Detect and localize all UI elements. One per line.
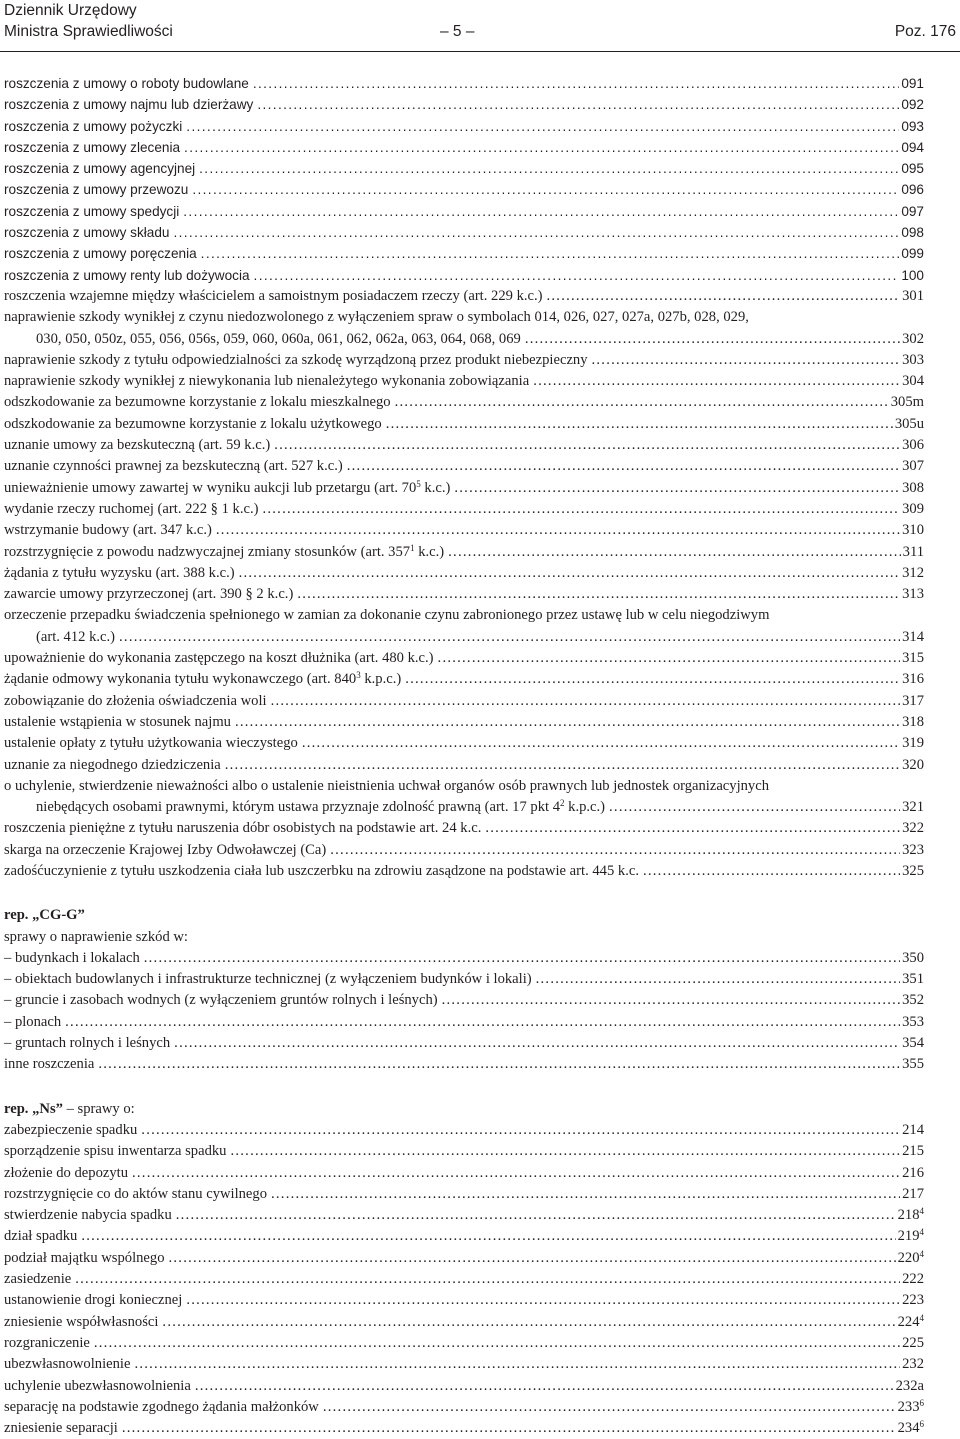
dot-leader <box>188 179 899 200</box>
entry-number-text: 233 <box>897 1398 920 1415</box>
entry-label: ustalenie wstąpienia w stosunek najmu <box>4 713 231 730</box>
entry-number-text: 214 <box>902 1121 924 1138</box>
entry-number <box>900 1290 924 1311</box>
entry-number-text: 222 <box>902 1271 924 1288</box>
index-entry <box>4 286 924 307</box>
index-entry <box>4 329 924 350</box>
index-entry <box>4 1333 924 1354</box>
entry-number: 310 <box>902 522 924 539</box>
dot-leader <box>61 1012 900 1033</box>
dot-leader <box>521 329 900 350</box>
dot-leader <box>481 818 900 839</box>
entry-number <box>896 1312 924 1333</box>
superscript: 6 <box>919 1397 924 1408</box>
entry-number <box>900 1184 924 1205</box>
dot-leader <box>401 669 900 690</box>
section-gap <box>4 882 924 905</box>
dot-leader <box>293 584 900 605</box>
dot-leader <box>319 1397 896 1418</box>
entry-number: 098 <box>901 225 924 241</box>
entry-label: zniesienie współwłasności <box>4 1313 159 1330</box>
dot-leader <box>343 456 900 477</box>
entry-label: – plonach <box>4 1013 62 1030</box>
index-entry <box>4 1120 924 1141</box>
index-entry <box>4 243 924 264</box>
position-number: Poz. 176 <box>894 23 956 40</box>
dot-leader <box>250 265 900 286</box>
dot-leader <box>298 733 900 754</box>
entry-number-text: 224 <box>897 1313 920 1330</box>
index-entry <box>4 1163 924 1184</box>
entry-label <box>4 669 401 690</box>
entry-label-text: rozstrzygnięcie z powodu nadzwyczajnej zmiany stosunków (art. 357 <box>4 543 411 560</box>
entry-number: 303 <box>902 351 924 368</box>
index-entry <box>4 733 924 754</box>
entry-label: uznanie za niegodnego dziedziczenia <box>4 756 221 773</box>
entry-label: zabezpieczenie spadku <box>4 1121 138 1138</box>
entry-label: uznanie umowy za bezskuteczną (art. 59 k.c.) <box>4 437 271 454</box>
index-entry <box>4 1248 924 1269</box>
index-entry <box>4 1205 924 1226</box>
entry-label: roszczenia z umowy spedycji <box>4 203 180 219</box>
entry-number <box>896 1248 924 1269</box>
entry-label: – gruntach rolnych i leśnych <box>4 1035 171 1052</box>
index-entry <box>4 1397 924 1418</box>
entry-number <box>896 1226 924 1247</box>
index-entry <box>4 414 924 435</box>
entry-label: odszkodowanie za bezumowne korzystanie z lokalu użytkowego <box>4 415 382 432</box>
entry-number: 354 <box>902 1035 924 1052</box>
entry-label: 030, 050, 050z, 055, 056, 056s, 059, 060, 060a, 061, 062, 062a, 063, 064, 068, 069 <box>36 330 521 347</box>
entry-number <box>896 1205 924 1226</box>
entry-label: – gruncie i zasobach wodnych (z wyłączeniem gruntów rolnych i leśnych) <box>4 992 438 1009</box>
superscript: 1 <box>410 542 415 553</box>
dot-leader <box>529 371 900 392</box>
entry-label: uznanie czynności prawnej za bezskuteczną (art. 527 k.c.) <box>4 458 343 475</box>
dot-leader <box>182 1290 900 1311</box>
entry-number-text: 232 <box>902 1356 924 1373</box>
dot-leader <box>382 414 893 435</box>
dot-leader <box>221 755 900 776</box>
dot-leader <box>172 1205 896 1226</box>
entry-label-text: k.c.) <box>414 543 445 560</box>
entry-number <box>900 1269 924 1290</box>
journal-title-line2: Ministra Sprawiedliwości <box>4 23 173 40</box>
dot-leader <box>326 840 900 861</box>
dot-leader <box>605 797 900 818</box>
index-entry <box>4 1184 924 1205</box>
dot-leader <box>130 1354 900 1375</box>
dot-leader <box>532 969 900 990</box>
entry-number <box>900 1141 924 1162</box>
index-entry <box>4 1354 924 1375</box>
entry-label: ustanowienie drogi koniecznej <box>4 1292 183 1309</box>
dot-leader <box>179 201 899 222</box>
entry-number: 099 <box>901 246 924 262</box>
dot-leader <box>128 1163 900 1184</box>
entry-number: 317 <box>902 692 924 709</box>
index-entry <box>4 584 924 605</box>
entry-label: zniesienie separacji <box>4 1420 118 1437</box>
entry-label-text: k.p.c.) <box>564 799 606 816</box>
entry-label: skarga na orzeczenie Krajowej Izby Odwoławczej (Ca) <box>4 841 327 858</box>
index-entry <box>4 371 924 392</box>
index-entry <box>4 818 924 839</box>
index-entry <box>4 456 924 477</box>
entry-number-text: 219 <box>897 1228 920 1245</box>
entry-label: roszczenia z umowy składu <box>4 225 170 241</box>
entry-number: 316 <box>902 671 924 688</box>
dot-leader <box>90 1333 900 1354</box>
section-gap <box>4 1076 924 1099</box>
heading-suffix: – sprawy o: <box>66 1100 135 1117</box>
dot-leader <box>438 990 901 1011</box>
entry-label: roszczenia z umowy najmu lub dzierżawy <box>4 97 254 113</box>
index-entry <box>4 116 924 137</box>
entry-number: 305m <box>890 394 924 411</box>
index-entry <box>4 669 924 690</box>
dot-leader <box>140 948 900 969</box>
entry-label: rozstrzygnięcie co do aktów stanu cywilnego <box>4 1185 268 1202</box>
entry-label: wstrzymanie budowy (art. 347 k.c.) <box>4 522 212 539</box>
entry-label: roszczenia z umowy pożyczki <box>4 118 183 134</box>
index-entry <box>4 1269 924 1290</box>
entry-label: wydanie rzeczy ruchomej (art. 222 § 1 k.c.) <box>4 500 259 517</box>
journal-title <box>4 0 173 42</box>
header-rule <box>0 51 960 52</box>
entry-label: roszczenia z umowy o roboty budowlane <box>4 76 249 91</box>
superscript: 5 <box>416 478 421 489</box>
entry-label: zasiedzenie <box>4 1271 72 1288</box>
dot-leader <box>169 222 899 243</box>
entry-number: 309 <box>902 500 924 517</box>
heading-name: „CG-G” <box>32 907 85 924</box>
index-entry <box>4 1290 924 1311</box>
entry-number: 351 <box>902 971 924 988</box>
index-entry <box>4 1033 924 1054</box>
entry-number-text: 217 <box>902 1185 924 1202</box>
index-entry <box>4 265 924 286</box>
entry-number <box>894 1376 924 1397</box>
index-entry <box>4 201 924 222</box>
entry-number: 352 <box>902 992 924 1009</box>
entry-number: 314 <box>902 628 924 645</box>
entry-label <box>4 478 450 499</box>
index-entry <box>4 648 924 669</box>
dot-leader <box>235 563 901 584</box>
entry-label-text: niebędących osobami prawnymi, którym ustawa przyznaje zdolność prawną (art. 17 pkt 4 <box>36 799 560 816</box>
dot-leader <box>191 1376 894 1397</box>
section-heading-cgg <box>4 905 924 926</box>
superscript: 4 <box>919 1312 924 1323</box>
entry-label: roszczenia z umowy przewozu <box>4 182 189 198</box>
entry-number: 325 <box>902 862 924 879</box>
entry-number: 321 <box>902 799 924 816</box>
entry-label: złożenie do depozytu <box>4 1164 128 1181</box>
index-entry <box>4 435 924 456</box>
entry-number: 100 <box>901 267 924 283</box>
superscript: 4 <box>919 1248 924 1259</box>
entry-label: upoważnienie do wykonania zastępczego na koszt dłużnika (art. 480 k.c.) <box>4 650 434 667</box>
section-heading-ns <box>4 1099 924 1120</box>
index-entry <box>4 1312 924 1333</box>
index-entry <box>4 755 924 776</box>
index-entry <box>4 392 924 413</box>
entry-label: roszczenia z umowy poręczenia <box>4 246 197 262</box>
entry-number: 301 <box>902 287 924 304</box>
entry-label: podział majątku wspólnego <box>4 1249 165 1266</box>
entry-label: sporządzenie spisu inwentarza spadku <box>4 1143 227 1160</box>
entry-number: 092 <box>901 97 924 113</box>
dot-leader <box>434 648 901 669</box>
dot-leader <box>226 1141 900 1162</box>
entry-number-text: 232a <box>895 1377 924 1394</box>
entry-number: 318 <box>902 713 924 730</box>
entry-number: 096 <box>901 182 924 198</box>
index-entry <box>4 969 924 990</box>
entry-number: 315 <box>902 650 924 667</box>
entry-number: 307 <box>902 458 924 475</box>
index-entry <box>4 73 924 94</box>
heading-prefix: rep. <box>4 1100 29 1117</box>
index-entry <box>4 1054 924 1075</box>
entry-label: żądania z tytułu wyzysku (art. 388 k.c.) <box>4 564 235 581</box>
entry-label: rozgraniczenie <box>4 1334 90 1351</box>
entry-label-line1: orzeczenie przepadku świadczenia spełnionego w zamian za dokonanie czynu zabronionego przez ustawę lub w celu niegodziwym <box>4 607 770 624</box>
entry-number: 091 <box>901 76 924 91</box>
index-entry <box>4 222 924 243</box>
entry-label: – obiektach budowlanych i infrastrukturze technicznej (z wyłączeniem budynków i lokali) <box>4 971 532 988</box>
entry-label: roszczenia z umowy zlecenia <box>4 139 181 155</box>
page-number: – 5 – <box>440 23 475 40</box>
dot-leader <box>444 542 900 563</box>
entry-number: 322 <box>902 820 924 837</box>
entry-label <box>4 542 444 563</box>
entry-number: 313 <box>902 586 924 603</box>
entry-label-line1: naprawienie szkody wynikłej z czynu niedozwolonego z wyłączeniem spraw o symbolach 014, 026, 027, 027a, 027b, 028, 029, <box>4 309 749 326</box>
dot-leader <box>258 499 900 520</box>
dot-leader <box>170 1033 900 1054</box>
entry-number-text: 223 <box>902 1292 924 1309</box>
entry-number: 355 <box>902 1056 924 1073</box>
index-entry <box>4 520 924 541</box>
entry-number: 306 <box>902 437 924 454</box>
index-entry <box>4 797 924 818</box>
dot-leader <box>158 1312 895 1333</box>
entry-label-text: unieważnienie umowy zawartej w wyniku aukcji lub przetargu (art. 70 <box>4 479 417 496</box>
index-entry <box>4 158 924 179</box>
entry-number-text: 215 <box>902 1143 924 1160</box>
index-entry <box>4 1012 924 1033</box>
dot-leader <box>543 286 901 307</box>
entry-number <box>896 1397 924 1418</box>
entry-label: zadośćuczynienie z tytułu uszkodzenia ciała lub uszczerbku na zdrowiu zasądzone na podstawie art. 445 k.c. <box>4 862 639 879</box>
entry-label <box>36 797 605 818</box>
index-entry <box>4 691 924 712</box>
entry-number-text: 218 <box>897 1207 920 1224</box>
entry-number: 353 <box>902 1013 924 1030</box>
entry-label-text: k.c.) <box>420 479 451 496</box>
dot-leader <box>270 435 900 456</box>
entry-number: 323 <box>902 841 924 858</box>
index-entry <box>4 948 924 969</box>
entry-label: naprawienie szkody wynikłej z niewykonania lub nienależytego wykonania zobowiązania <box>4 373 530 390</box>
entry-number: 095 <box>901 161 924 177</box>
index-entry <box>4 499 924 520</box>
section-intro: sprawy o naprawienie szkód w: <box>4 928 188 945</box>
entry-number: 312 <box>902 564 924 581</box>
entry-number-text: 234 <box>897 1420 920 1437</box>
entry-label: odszkodowanie za bezumowne korzystanie z lokalu mieszkalnego <box>4 394 391 411</box>
entry-number: 305u <box>894 415 924 432</box>
dot-leader <box>71 1269 900 1290</box>
index-entry <box>4 350 924 371</box>
index-entry <box>4 712 924 733</box>
entry-number <box>900 1354 924 1375</box>
entry-label: ustalenie opłaty z tytułu użytkowania wieczystego <box>4 735 298 752</box>
dot-leader <box>115 627 900 648</box>
dot-leader <box>267 691 901 712</box>
journal-title-line1: Dziennik Urzędowy <box>4 2 137 19</box>
index-entry <box>4 627 924 648</box>
entry-label: (art. 412 k.c.) <box>36 628 116 645</box>
entry-label: inne roszczenia <box>4 1056 95 1073</box>
dot-leader <box>267 1184 900 1205</box>
entry-label: – budynkach i lokalach <box>4 949 140 966</box>
entry-label-text: żądanie odmowy wykonania tytułu wykonawczego (art. 840 <box>4 671 357 688</box>
entry-number <box>900 1333 924 1354</box>
entry-number: 350 <box>902 949 924 966</box>
index-entry <box>4 1226 924 1247</box>
index-entry <box>4 840 924 861</box>
heading-prefix: rep. <box>4 907 29 924</box>
dot-leader <box>639 861 900 882</box>
superscript: 2 <box>560 798 565 809</box>
entry-number-text: 225 <box>902 1334 924 1351</box>
entry-number-text: 220 <box>897 1249 920 1266</box>
entry-label: uchylenie ubezwłasnowolnienia <box>4 1377 191 1394</box>
index-entry <box>4 563 924 584</box>
superscript: 4 <box>919 1206 924 1217</box>
dot-leader <box>450 478 900 499</box>
superscript: 6 <box>919 1419 924 1430</box>
dot-leader <box>195 158 899 179</box>
dot-leader <box>77 1226 895 1247</box>
entry-number-text: 216 <box>902 1164 924 1181</box>
entry-label: ubezwłasnowolnienie <box>4 1356 131 1373</box>
superscript: 4 <box>919 1227 924 1238</box>
dot-leader <box>94 1054 900 1075</box>
dot-leader <box>391 392 889 413</box>
dot-leader <box>231 712 900 733</box>
entry-label: roszczenia wzajemne między właścicielem a samoistnym posiadaczem rzeczy (art. 229 k.c.) <box>4 287 543 304</box>
entry-number: 302 <box>902 330 924 347</box>
entry-label: zobowiązanie do złożenia oświadczenia woli <box>4 692 267 709</box>
entry-number: 319 <box>902 735 924 752</box>
entry-number: 320 <box>902 756 924 773</box>
entry-label: dział spadku <box>4 1228 78 1245</box>
index-list <box>4 73 924 1439</box>
entry-label: naprawienie szkody z tytułu odpowiedzialności za szkodę wyrządzoną przez produkt niebezpieczny <box>4 351 588 368</box>
dot-leader <box>249 73 899 94</box>
entry-label: roszczenia pieniężne z tytułu naruszenia dóbr osobistych na podstawie art. 24 k.c. <box>4 820 482 837</box>
entry-number: 304 <box>902 373 924 390</box>
index-entry <box>4 861 924 882</box>
dot-leader <box>182 116 899 137</box>
entry-number: 308 <box>902 479 924 496</box>
entry-label: separację na podstawie zgodnego żądania małżonków <box>4 1398 319 1415</box>
entry-label: zawarcie umowy przyrzeczonej (art. 390 § 2 k.c.) <box>4 586 294 603</box>
index-entry <box>4 1141 924 1162</box>
dot-leader <box>180 137 899 158</box>
index-entry <box>4 1376 924 1397</box>
entry-number <box>900 1120 924 1141</box>
dot-leader <box>253 94 899 115</box>
dot-leader <box>212 520 900 541</box>
entry-label: stwierdzenie nabycia spadku <box>4 1207 172 1224</box>
entry-label: roszczenia z umowy agencyjnej <box>4 161 196 177</box>
dot-leader <box>137 1120 900 1141</box>
entry-number: 311 <box>902 543 924 560</box>
dot-leader <box>197 243 900 264</box>
index-entry <box>4 179 924 200</box>
entry-label-text: k.p.c.) <box>360 671 402 688</box>
entry-label-line1: o uchylenie, stwierdzenie nieważności albo o ustalenie nieistnienia uchwał organów osób prawnych lub jednostek organizacyjnych <box>4 777 769 794</box>
entry-number: 094 <box>901 139 924 155</box>
superscript: 3 <box>356 670 361 681</box>
index-entry <box>4 542 924 563</box>
entry-number <box>900 1163 924 1184</box>
entry-label: roszczenia z umowy renty lub dożywocia <box>4 267 250 283</box>
index-entry <box>4 478 924 499</box>
entry-number: 093 <box>901 118 924 134</box>
entry-number: 097 <box>901 203 924 219</box>
dot-leader <box>165 1248 896 1269</box>
index-entry <box>4 94 924 115</box>
index-entry <box>4 990 924 1011</box>
heading-name: „Ns” <box>32 1100 63 1117</box>
index-entry <box>4 137 924 158</box>
dot-leader <box>588 350 901 371</box>
